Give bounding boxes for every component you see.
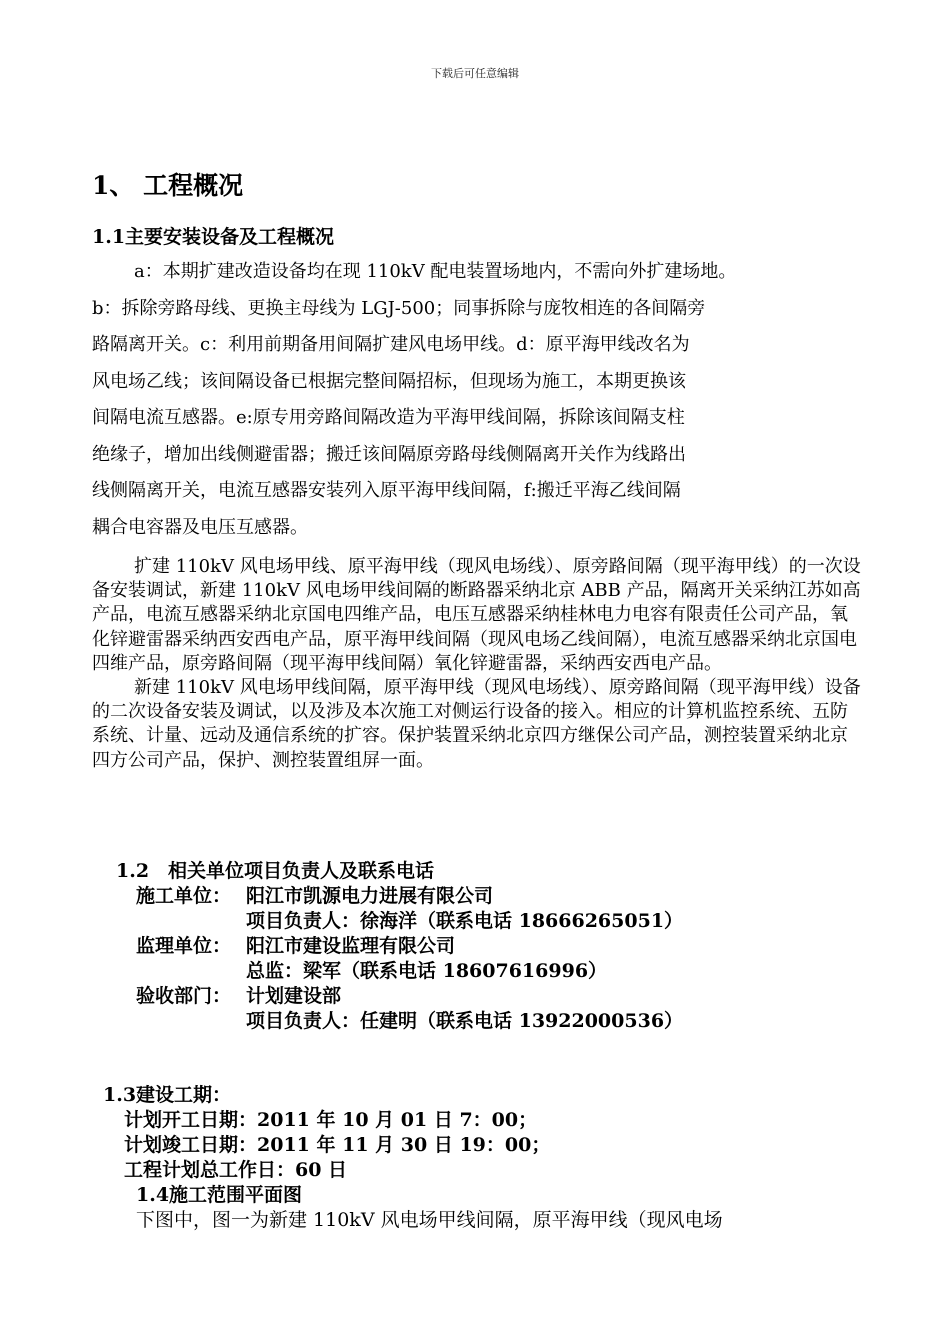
acceptance-dept-label: 验收部门： <box>136 985 232 1007</box>
section-1-4-heading: 1.4施工范围平面图 <box>136 1184 303 1206</box>
page-header: 下载后可任意编辑 <box>431 67 519 80</box>
para-line: 风电场乙线；该间隔设备已根据完整间隔招标，但现场为施工，本期更换该 <box>92 370 686 392</box>
construction-unit-label: 施工单位： <box>136 885 232 907</box>
supervision-unit-name: 阳江市建设监理有限公司 <box>246 935 456 957</box>
section-1-2-heading: 1.2 相关单位项目负责人及联系电话 <box>116 860 435 882</box>
para-line: a：本期扩建改造设备均在现 110kV 配电装置场地内，不需向外扩建场地。 <box>134 261 737 282</box>
acceptance-contact: 项目负责人：任建明（联系电话 13922000536） <box>246 1010 684 1032</box>
section-1-1-body <box>92 555 862 773</box>
total-workdays: 工程计划总工作日：60 日 <box>124 1159 348 1181</box>
primary-equipment-paragraph: 扩建 110kV 风电场甲线、原平海甲线（现风电场线）、原旁路间隔（现平海甲线）的一次设备安装调试，新建 110kV 风电场甲线间隔的断路器采纳北京 ABB 产品，隔离开关采纳江苏如高产品，电流互感器采纳北京国电四维产品，电压互感器采纳桂林电力电容有限责任公司产品，氧化锌避雷器采纳西安西电产品，原平海甲线间隔（现风电场乙线间隔），电流互感器采纳北京国电四维产品，原旁路间隔（现平海甲线间隔）氧化锌避雷器，采纳西安西电产品。 <box>92 556 861 674</box>
section-title: 1、 工程概况 <box>92 171 244 200</box>
para-line: 耦合电容器及电压互感器。 <box>92 516 308 538</box>
section-1-3-heading: 1.3建设工期： <box>103 1084 232 1106</box>
section-1-1-paragraph-a <box>92 254 872 546</box>
acceptance-dept-name: 计划建设部 <box>246 985 342 1007</box>
planned-end-date: 计划竣工日期：2011 年 11 月 30 日 19：00； <box>124 1134 551 1156</box>
secondary-equipment-paragraph: 新建 110kV 风电场甲线间隔，原平海甲线（现风电场线）、原旁路间隔（现平海甲线）设备的二次设备安装及调试，以及涉及本次施工对侧运行设备的接入。相应的计算机监控系统、五防系统、计量、远动及通信系统的扩容。保护装置采纳北京四方继保公司产品，测控装置采纳北京四方公司产品，保护、测控装置组屏一面。 <box>92 677 861 771</box>
section-1-1-heading: 1.1主要安装设备及工程概况 <box>92 226 335 248</box>
construction-contact: 项目负责人：徐海洋（联系电话 18666265051） <box>246 910 684 932</box>
planned-start-date: 计划开工日期：2011 年 10 月 01 日 7：00； <box>124 1109 538 1131</box>
supervision-unit-label: 监理单位： <box>136 935 232 957</box>
para-line: 绝缘子，增加出线侧避雷器；搬迁该间隔原旁路母线侧隔离开关作为线路出 <box>92 443 686 465</box>
para-line: 间隔电流互感器。e:原专用旁路间隔改造为平海甲线间隔，拆除该间隔支柱 <box>92 407 685 428</box>
para-line: 线侧隔离开关，电流互感器安装列入原平海甲线间隔，f:搬迁平海乙线间隔 <box>92 480 681 501</box>
para-line: 路隔离开关。c：利用前期备用间隔扩建风电场甲线。d：原平海甲线改名为 <box>92 334 690 355</box>
para-line: b：拆除旁路母线、更换主母线为 LGJ-500；同事拆除与庞牧相连的各间隔旁 <box>92 297 706 319</box>
construction-unit-name: 阳江市凯源电力进展有限公司 <box>246 885 494 907</box>
supervision-contact: 总监：梁军（联系电话 18607616996） <box>246 960 608 982</box>
section-1-4-paragraph: 下图中，图一为新建 110kV 风电场甲线间隔，原平海甲线（现风电场 <box>136 1209 723 1231</box>
